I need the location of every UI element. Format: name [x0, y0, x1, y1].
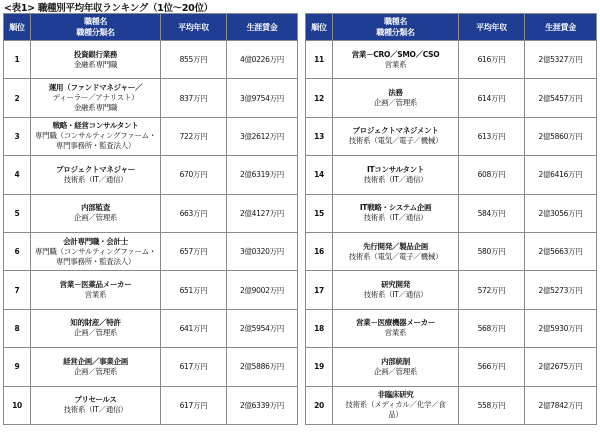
- header-job-name: 職種名: [383, 17, 408, 26]
- table-row: [306, 348, 597, 386]
- rank-cell: 2: [4, 79, 31, 117]
- salary-cell: 617万円: [161, 348, 227, 386]
- rank-cell: 10: [4, 386, 31, 424]
- header-salary: 平均年収: [161, 14, 227, 41]
- table-row: [306, 41, 597, 79]
- salary-cell: 584万円: [459, 194, 525, 232]
- job-cell: [333, 309, 459, 347]
- rank-cell: 12: [306, 79, 333, 117]
- salary-cell: 580万円: [459, 232, 525, 270]
- job-category: 企画／管理系: [73, 328, 118, 338]
- job-category: ディーラー／アナリスト）: [52, 93, 139, 103]
- job-category: 品）: [388, 410, 403, 420]
- table-row: [306, 117, 597, 155]
- rank-cell: 4: [4, 156, 31, 194]
- lifetime-cell: 3億9754万円: [227, 79, 298, 117]
- job-cell: [31, 309, 161, 347]
- ranking-body-left: [4, 41, 298, 425]
- table-row: [306, 271, 597, 309]
- job-category: 技術系（電気／電子／機械）: [348, 251, 443, 261]
- lifetime-cell: 2億5886万円: [227, 348, 298, 386]
- job-name: 戦略・経営コンサルタント: [52, 121, 139, 131]
- table-header-row: [306, 14, 597, 41]
- job-cell: [333, 117, 459, 155]
- table-row: [4, 156, 298, 194]
- job-cell: [31, 79, 161, 117]
- job-cell: [31, 41, 161, 79]
- table-header-row: [4, 14, 298, 41]
- job-name: 内部統制: [381, 356, 410, 366]
- table-row: [306, 79, 597, 117]
- job-name: 法務: [388, 88, 403, 98]
- job-cell: [333, 271, 459, 309]
- header-lifetime: 生涯賃金: [525, 14, 597, 41]
- job-cell: [333, 41, 459, 79]
- lifetime-cell: 3億0320万円: [227, 232, 298, 270]
- header-job-category: 職種分類名: [376, 28, 415, 37]
- job-name: 投資銀行業務: [73, 49, 118, 59]
- lifetime-cell: 2億5930万円: [525, 309, 597, 347]
- job-cell: [31, 194, 161, 232]
- job-category: 企画／管理系: [73, 213, 118, 223]
- lifetime-cell: 4億0226万円: [227, 41, 298, 79]
- table-row: [4, 194, 298, 232]
- salary-cell: 670万円: [161, 156, 227, 194]
- lifetime-cell: 2億6339万円: [227, 386, 298, 424]
- job-cell: [333, 348, 459, 386]
- rank-cell: 9: [4, 348, 31, 386]
- lifetime-cell: 3億2612万円: [227, 117, 298, 155]
- salary-cell: 663万円: [161, 194, 227, 232]
- job-cell: [31, 156, 161, 194]
- job-category: 企画／管理系: [373, 366, 418, 376]
- lifetime-cell: 2億5860万円: [525, 117, 597, 155]
- job-name: 先行開発／製品企画: [363, 241, 428, 251]
- rank-cell: 1: [4, 41, 31, 79]
- lifetime-cell: 2億5327万円: [525, 41, 597, 79]
- salary-cell: 608万円: [459, 156, 525, 194]
- job-cell: [333, 386, 459, 424]
- lifetime-cell: 2億5457万円: [525, 79, 597, 117]
- job-name: プロジェクトマネジャー: [56, 164, 135, 174]
- job-category: 技術系（IT／通信）: [63, 174, 128, 184]
- table-caption: <表1> 職種別平均年収ランキング（1位～20位）: [4, 3, 213, 14]
- job-cell: [31, 271, 161, 309]
- table-row: [4, 232, 298, 270]
- rank-cell: 17: [306, 271, 333, 309]
- job-category: 企画／管理系: [73, 366, 118, 376]
- table-row: [306, 194, 597, 232]
- salary-cell: 617万円: [161, 386, 227, 424]
- salary-cell: 568万円: [459, 309, 525, 347]
- table-row: [4, 271, 298, 309]
- job-category: 営業系: [384, 59, 407, 69]
- rank-cell: 20: [306, 386, 333, 424]
- header-job: [31, 14, 161, 41]
- job-name: 会計専門職・会計士: [63, 236, 128, 246]
- header-job-category: 職種分類名: [76, 28, 115, 37]
- job-name: 非臨床研究: [377, 390, 414, 400]
- lifetime-cell: 2億2675万円: [525, 348, 597, 386]
- ranking-table-left: [3, 13, 298, 425]
- job-name: 知的財産／特許: [70, 318, 121, 328]
- salary-cell: 616万円: [459, 41, 525, 79]
- job-name: 内部監査: [81, 203, 110, 213]
- salary-cell: 641万円: [161, 309, 227, 347]
- header-lifetime: 生涯賃金: [227, 14, 298, 41]
- table-row: [306, 309, 597, 347]
- salary-cell: 572万円: [459, 271, 525, 309]
- ranking-body-right: [306, 41, 597, 425]
- job-cell: [31, 232, 161, 270]
- job-cell: [333, 156, 459, 194]
- lifetime-cell: 2億4127万円: [227, 194, 298, 232]
- table-row: [4, 79, 298, 117]
- job-name: IT戦略・システム企画: [359, 203, 432, 213]
- rank-cell: 8: [4, 309, 31, 347]
- salary-cell: 614万円: [459, 79, 525, 117]
- job-name: 運用（ファンドマネジャー／: [48, 83, 143, 93]
- header-salary: 平均年収: [459, 14, 525, 41]
- job-name: ITコンサルタント: [366, 164, 425, 174]
- lifetime-cell: 2億6319万円: [227, 156, 298, 194]
- header-rank: 順位: [306, 14, 333, 41]
- rank-cell: 5: [4, 194, 31, 232]
- rank-cell: 3: [4, 117, 31, 155]
- rank-cell: 16: [306, 232, 333, 270]
- salary-cell: 722万円: [161, 117, 227, 155]
- job-cell: [333, 79, 459, 117]
- lifetime-cell: 2億5663万円: [525, 232, 597, 270]
- job-cell: [333, 194, 459, 232]
- table-row: [4, 386, 298, 424]
- salary-cell: 558万円: [459, 386, 525, 424]
- lifetime-cell: 2億3056万円: [525, 194, 597, 232]
- salary-cell: 855万円: [161, 41, 227, 79]
- job-name: プロジェクトマネジメント: [352, 126, 439, 136]
- job-category: 専門職（コンサルティングファーム・: [34, 246, 157, 256]
- job-category: 専門事務所・監査法人）: [55, 256, 136, 266]
- job-name: プリセールス: [74, 395, 117, 405]
- job-cell: [31, 117, 161, 155]
- rank-cell: 6: [4, 232, 31, 270]
- header-rank: 順位: [4, 14, 31, 41]
- rank-cell: 11: [306, 41, 333, 79]
- table-row: [4, 309, 298, 347]
- job-category: 技術系（IT／通信）: [363, 174, 428, 184]
- job-category: 金融系専門職: [73, 59, 118, 69]
- job-cell: [31, 386, 161, 424]
- table-row: [4, 117, 298, 155]
- job-category: 技術系（IT／通信）: [363, 213, 428, 223]
- job-category: 技術系（電気／電子／機械）: [348, 136, 443, 146]
- job-category: 専門職（コンサルティングファーム・: [34, 131, 157, 141]
- table-row: [306, 232, 597, 270]
- lifetime-cell: 2億6416万円: [525, 156, 597, 194]
- salary-cell: 651万円: [161, 271, 227, 309]
- header-job: [333, 14, 459, 41]
- job-name: 営業－医薬品メーカー: [59, 280, 132, 290]
- table-row: [306, 156, 597, 194]
- job-category: 営業系: [384, 328, 407, 338]
- header-job-name: 職種名: [83, 17, 108, 26]
- job-name: 営業－医療機器メーカー: [355, 318, 436, 328]
- lifetime-cell: 2億5273万円: [525, 271, 597, 309]
- ranking-table-right: [305, 13, 597, 425]
- salary-cell: 566万円: [459, 348, 525, 386]
- rank-cell: 13: [306, 117, 333, 155]
- lifetime-cell: 2億7842万円: [525, 386, 597, 424]
- job-name: 営業－CRO／SMO／CSO: [351, 49, 440, 59]
- salary-cell: 613万円: [459, 117, 525, 155]
- job-category: 専門事務所・監査法人）: [55, 141, 136, 151]
- rank-cell: 19: [306, 348, 333, 386]
- lifetime-cell: 2億5954万円: [227, 309, 298, 347]
- job-cell: [31, 348, 161, 386]
- table-row: [306, 386, 597, 424]
- salary-cell: 657万円: [161, 232, 227, 270]
- job-category: 技術系（IT／通信）: [63, 405, 128, 415]
- rank-cell: 18: [306, 309, 333, 347]
- job-category: 技術系（IT／通信）: [363, 290, 428, 300]
- table-row: [4, 41, 298, 79]
- table-row: [4, 348, 298, 386]
- job-category: 企画／管理系: [373, 98, 418, 108]
- rank-cell: 14: [306, 156, 333, 194]
- rank-cell: 15: [306, 194, 333, 232]
- job-category: 金融系専門職: [73, 103, 118, 113]
- job-cell: [333, 232, 459, 270]
- rank-cell: 7: [4, 271, 31, 309]
- job-category: 技術系（メディカル／化学／食: [345, 400, 446, 410]
- job-category: 営業系: [84, 290, 107, 300]
- job-name: 経営企画／事業企画: [63, 356, 128, 366]
- job-name: 研究開発: [381, 280, 410, 290]
- lifetime-cell: 2億9002万円: [227, 271, 298, 309]
- salary-cell: 837万円: [161, 79, 227, 117]
